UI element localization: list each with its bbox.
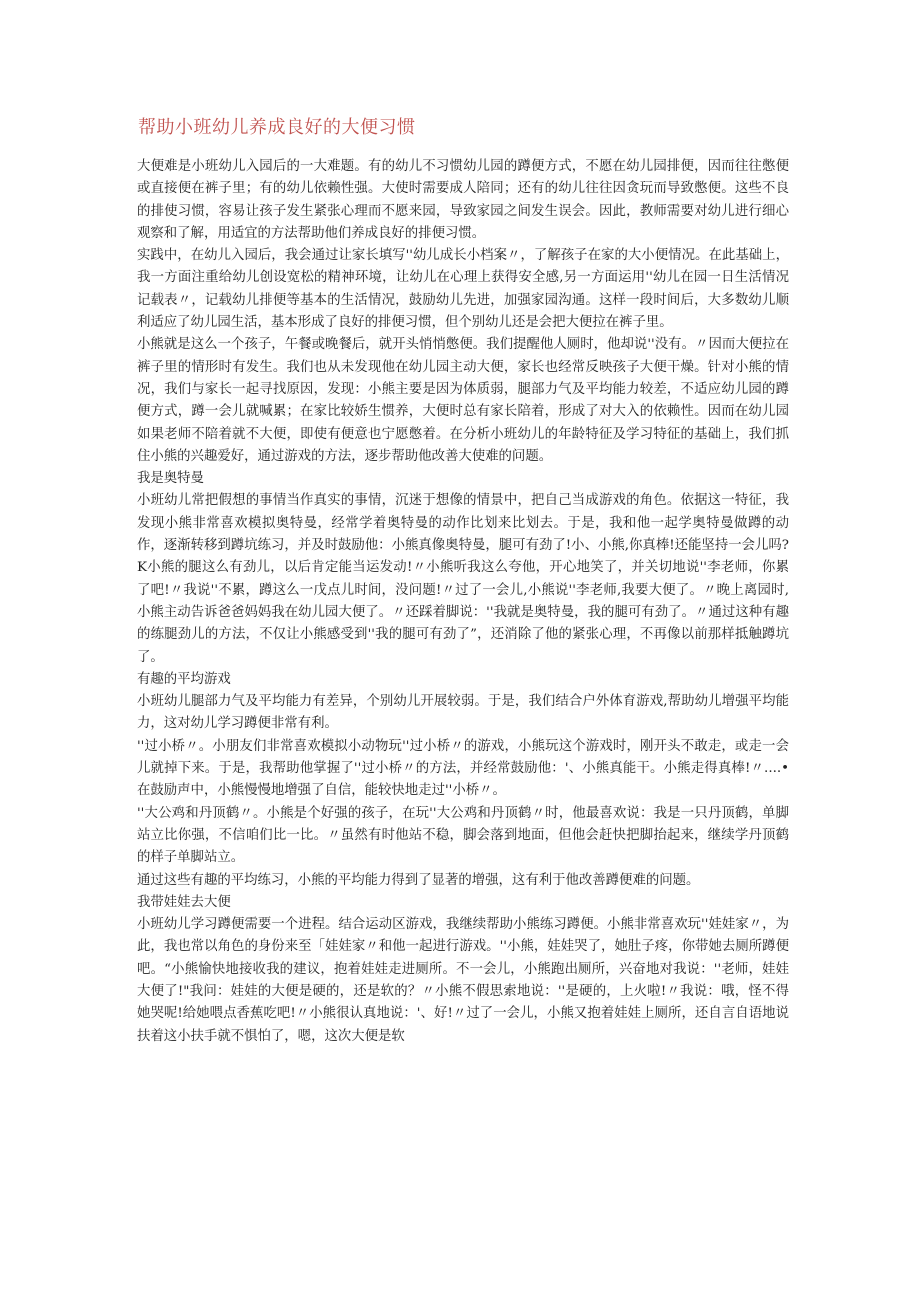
paragraph: 实践中，在幼儿入园后，我会通过让家长填写''幼儿成长小档案〃，了解孩子在家的大小便情况。在此基础上，我一方面注重给幼儿创设宽松的精神环境，让幼儿在心理上获得安全感,另一方面运用''幼儿在园一日生活情况记载表〃，记载幼儿排便等基本的生活情况，鼓励幼儿先进，加强家园沟通。这样一段时间后，大多数幼儿顺利适应了幼儿园生活，基本形成了良好的排便习惯，但个别幼儿还是会把大便拉在裤子里。: [137, 248, 789, 331]
paragraph: 通过这些有趣的平均练习，小熊的平均能力得到了显著的增强，这有利于他改善蹲便难的问题。: [137, 872, 700, 888]
section-heading: 我是奥特曼: [137, 471, 204, 487]
paragraph: 小班幼儿腿部力气及平均能力有差异，个别幼儿开展较弱。于是，我们结合户外体育游戏,帮助幼儿增强平均能力，这对幼儿学习蹲便非常有利。: [137, 694, 789, 732]
section-heading: 我带娃娃去大便: [137, 894, 231, 910]
section-heading: 有趣的平均游戏: [137, 671, 231, 687]
paragraph: ''过小桥〃。小朋友们非常喜欢模拟小动物玩''过小桥〃的游戏，小熊玩这个游戏时，刚开头不敢走，或走一会儿就掉下来。于是，我帮助他掌握了''过小桥〃的方法，并经常鼓励他：'、小熊真能干。小熊走得真棒!〃....•在鼓励声中，小熊慢慢地增强了自信，能较快地走过''小桥〃。: [137, 738, 789, 799]
paragraph: ''大公鸡和丹顶鹤〃。小熊是个好强的孩子，在玩''大公鸡和丹顶鹤〃时，他最喜欢说：我是一只丹顶鹤，单脚站立比你强，不信咱们比一比。〃虽然有时他站不稳，脚会落到地面，但他会赶快把脚抬起来，继续学丹顶鹤的样子单脚站立。: [137, 805, 789, 866]
paragraph: 小班幼儿学习蹲便需要一个进程。结合运动区游戏，我继续帮助小熊练习蹲便。小熊非常喜欢玩''娃娃家〃，为此，我也常以角色的身份来至「娃娃家〃和他一起进行游戏。''小熊，娃娃哭了，她肚子疼，你带她去厕所蹲便吧。“小熊愉快地接收我的建议，抱着娃娃走进厕所。不一会儿，小熊跑出厕所，兴奋地对我说：''老师，娃娃大便了!"我问：娃娃的大便是硬的，还是软的？〃小熊不假思索地说：''是硬的，上火啦!〃我说：哦，怪不得她哭呢!给她喂点香蕉吃吧!〃小熊很认真地说：'、好!〃过了一会儿，小熊又抱着娃娃上厕所，还自言自语地说扶着这小扶手就不惧怕了，嗯，这次大便是软: [137, 917, 789, 1044]
document-title: 帮助小班幼儿养成良好的大便习惯: [138, 117, 416, 138]
document-body: [137, 156, 789, 1048]
paragraph: 大便难是小班幼儿入园后的一大难题。有的幼儿不习惯幼儿园的蹲便方式，不愿在幼儿园排便，因而往往憋便或直接便在裤子里；有的幼儿依赖性强。大使时需要成人陪同；还有的幼儿往往因贪玩而导致憋便。这些不良的排使习惯，容易让孩子发生紧张心理而不愿来园，导致家园之间发生误会。因此，教师需要对幼儿进行细心观察和了解，用适宜的方法帮助他们养成良好的排便习惯。: [137, 159, 789, 241]
paragraph: 小熊就是这么一个孩子，午餐或晚餐后，就开头悄悄憋便。我们提醒他人厕时，他却说''没有。〃因而大便拉在裤子里的情形时有发生。我们也从未发现他在幼儿园主动大便，家长也经常反映孩子大便干燥。针对小熊的情况，我们与家长一起寻找原因，发现：小熊主要是因为体质弱，腿部力气及平均能力较差，不适应幼儿园的蹲便方式，蹲一会儿就喊累；在家比较娇生惯养，大便时总有家长陪着，形成了对大入的依赖性。因而在幼儿园如果老师不陪着就不大便，即使有便意也宁愿憋着。在分析小班幼儿的年龄特征及学习特征的基础上，我们抓住小熊的兴趣爱好，通过游戏的方法，逐步帮助他改善大使难的问题。: [137, 337, 789, 464]
paragraph: 小班幼儿常把假想的事情当作真实的事情，沉迷于想像的情景中，把自己当成游戏的角色。依据这一特征，我发现小熊非常喜欢模拟奥特曼，经常学着奥特曼的动作比划来比划去。于是，我和他一起学奥特曼做蹲的动作，逐渐转移到蹲坑练习，并及时鼓励他：小熊真像奥特曼，腿可有劲了!小、小熊,你真棒!还能坚持一会儿吗?K小熊的腿这么有劲儿，以后肯定能当运发动!〃小熊听我这么夸他，开心地笑了，并关切地说''李老师，你累了吧!〃我说''不累，蹲这么一戊点儿时间，没问题!〃过了一会儿,小熊说''李老师,我要大便了。〃晚上离园时,小熊主动告诉爸爸妈妈我在幼儿园大便了。〃还踩着脚说：''我就是奥特曼，我的腿可有劲了。〃通过这种有趣的练腿劲儿的方法，不仅让小熊感受到''我的腿可有劲了”，还消除了他的紧张心理，不再像以前那样抵触蹲坑了。: [137, 493, 789, 665]
